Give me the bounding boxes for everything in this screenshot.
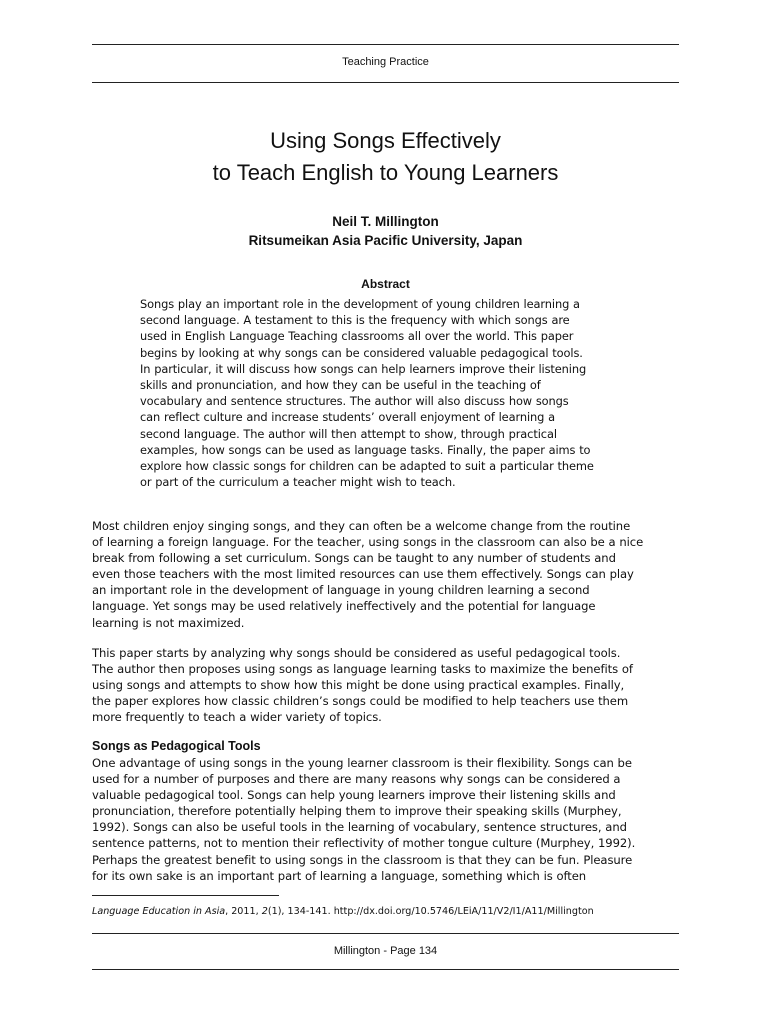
abstract-line: can reflect culture and increase students’ overall enjoyment of learning a: [140, 410, 555, 425]
title-line: Using Songs Effectively: [270, 128, 501, 153]
body-paragraph-3: [92, 755, 679, 884]
abstract-heading: Abstract: [361, 277, 410, 291]
abstract-line: explore how classic songs for children can be adapted to suit a particular theme: [140, 459, 594, 474]
body-paragraph-2: [92, 645, 679, 725]
author-block: [92, 212, 679, 250]
paragraph-line: valuable pedagogical tool. Songs can help young learners improve their listening skills and: [92, 788, 616, 803]
running-header: Teaching Practice: [342, 56, 429, 68]
abstract-line: second language. A testament to this is the frequency with which songs are: [140, 313, 570, 328]
footer-bottom-rule: [92, 969, 679, 970]
paragraph-line: break from following a set curriculum. Songs can be taught to any number of students and: [92, 551, 616, 566]
title-line: to Teach English to Young Learners: [212, 160, 559, 185]
abstract-line: Songs play an important role in the development of young children learning a: [140, 297, 580, 311]
header-bottom-rule: [92, 82, 679, 83]
abstract-line: or part of the curriculum a teacher might wish to teach.: [140, 475, 456, 490]
paragraph-line: the paper explores how classic children’s songs could be modified to help teachers use them: [92, 694, 629, 709]
citation-year: , 2011,: [225, 906, 262, 917]
citation-issue-link: (1), 134-141. http://dx.doi.org/10.5746/LEiA/11/V2/I1/A11/Millington: [267, 906, 594, 917]
paragraph-line: language. Yet songs may be used relatively ineffectively and the potential for language: [92, 599, 596, 614]
abstract-line: In particular, it will discuss how songs can help learners improve their listening: [140, 361, 587, 376]
paragraph-line: using songs and attempts to show how this might be done using practical examples. Finally,: [92, 678, 625, 693]
paragraph-line: sentence patterns, not to mention their reflectivity of mother tongue culture (Murphey, 1992).: [92, 836, 636, 851]
paragraph-line: of learning a foreign language. For the teacher, using songs in the classroom can also be a nice: [92, 535, 644, 550]
article-title: [92, 125, 679, 189]
paragraph-line: an important role in the development of language in young children learning a second: [92, 583, 590, 598]
paragraph-line: more frequently to teach a wider variety of topics.: [92, 710, 382, 725]
abstract-text: [140, 296, 640, 490]
body-paragraph-1: [92, 518, 679, 631]
paragraph-line: learning is not maximized.: [92, 615, 245, 630]
author-affiliation: Ritsumeikan Asia Pacific University, Japan: [248, 233, 523, 248]
author-name: Neil T. Millington: [332, 214, 439, 229]
abstract-line: second language. The author will then attempt to show, through practical: [140, 426, 557, 441]
paragraph-line: Most children enjoy singing songs, and they can often be a welcome change from the routine: [92, 519, 631, 533]
abstract-line: examples, how songs can be used as language tasks. Finally, the paper aims to: [140, 442, 591, 457]
abstract-line: vocabulary and sentence structures. The author will also discuss how songs: [140, 394, 569, 409]
abstract-line: skills and pronunciation, and how they can be useful in the teaching of: [140, 378, 541, 393]
paragraph-line: This paper starts by analyzing why songs should be considered as useful pedagogical tools.: [92, 646, 621, 660]
header-rule: [92, 44, 679, 45]
paragraph-line: for its own sake is an important part of learning a language, something which is often: [92, 868, 587, 883]
paragraph-line: Perhaps the greatest benefit to using songs in the classroom is that they can be fun. Pleasure: [92, 852, 633, 867]
paragraph-line: 1992). Songs can also be useful tools in the learning of vocabulary, sentence structures, and: [92, 820, 627, 835]
paragraph-line: used for a number of purposes and there are many reasons why songs can be considered a: [92, 772, 621, 787]
paragraph-line: One advantage of using songs in the young learner classroom is their flexibility. Songs can be: [92, 756, 632, 770]
section-heading: Songs as Pedagogical Tools: [92, 739, 261, 753]
paragraph-line: The author then proposes using songs as language learning tasks to maximize the benefits of: [92, 662, 633, 677]
abstract-line: begins by looking at why songs can be considered valuable pedagogical tools.: [140, 345, 583, 360]
paragraph-line: pronunciation, therefore potentially helping them to improve their speaking skills (Murphey,: [92, 804, 622, 819]
journal-name: Language Education in Asia: [92, 906, 226, 917]
footnote-rule: [92, 895, 279, 896]
paragraph-line: even those teachers with the most limited resources can use them effectively. Songs can play: [92, 567, 634, 582]
page-footer: Millington - Page 134: [333, 945, 438, 957]
abstract-line: used in English Language Teaching classrooms all over the world. This paper: [140, 329, 574, 344]
citation-volume: 2: [261, 906, 268, 917]
footnote-citation: [92, 906, 692, 917]
footer-rule: [92, 933, 679, 934]
